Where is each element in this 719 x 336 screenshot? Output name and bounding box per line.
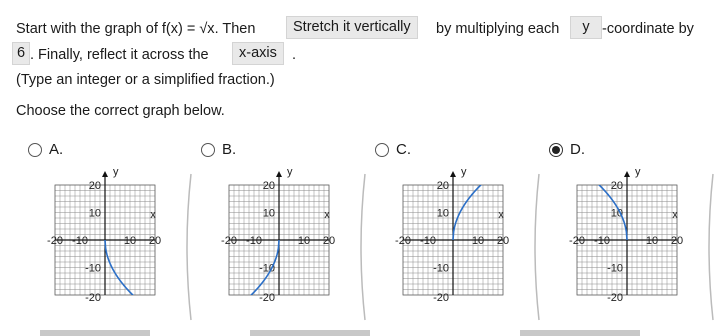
question-period: . bbox=[292, 47, 297, 63]
y-tick-label: 10 bbox=[436, 207, 449, 220]
y-tick-label: 20 bbox=[88, 180, 101, 192]
answer-transformation-value: Stretch it vertically bbox=[293, 19, 411, 35]
y-tick-label: -20 bbox=[433, 292, 449, 304]
answer-factor-value: 6 bbox=[17, 45, 26, 61]
footer-bar-1 bbox=[40, 330, 150, 336]
y-axis-arrow bbox=[102, 171, 108, 177]
radio-a[interactable] bbox=[28, 143, 42, 157]
radio-d[interactable] bbox=[549, 143, 563, 157]
magnify-icon-a[interactable] bbox=[182, 172, 192, 322]
radio-d-selected-dot bbox=[552, 146, 560, 154]
y-tick-label: 10 bbox=[610, 207, 623, 220]
answer-axis-box[interactable] bbox=[232, 42, 284, 65]
answer-coordinate-box[interactable] bbox=[570, 16, 602, 39]
x-tick-label: -20 bbox=[569, 235, 585, 247]
x-axis-label: x bbox=[498, 209, 504, 221]
x-tick-label: 10 bbox=[297, 235, 311, 247]
y-tick-label: -10 bbox=[259, 262, 275, 275]
footer-bar-3 bbox=[520, 330, 640, 336]
x-tick-label: -10 bbox=[72, 235, 88, 247]
y-axis-arrow bbox=[450, 171, 456, 177]
graph-svg bbox=[30, 160, 180, 336]
y-tick-label: 10 bbox=[262, 207, 275, 220]
y-tick-label: 10 bbox=[88, 207, 101, 220]
x-tick-label: 20 bbox=[322, 235, 336, 247]
choose-prompt: Choose the correct graph below. bbox=[16, 103, 225, 119]
x-tick-label: -20 bbox=[47, 235, 63, 247]
question-intro: Start with the graph of bbox=[16, 21, 158, 37]
y-axis-label: y bbox=[287, 166, 293, 178]
x-axis-label: x bbox=[150, 209, 156, 221]
option-c-label: C. bbox=[396, 141, 411, 158]
x-tick-label: -10 bbox=[246, 235, 262, 247]
footer-bar-2 bbox=[250, 330, 370, 336]
option-a[interactable] bbox=[28, 141, 63, 158]
y-tick-label: -10 bbox=[85, 262, 101, 275]
y-tick-label: -20 bbox=[607, 292, 623, 304]
question-coordinate-by: -coordinate by bbox=[602, 21, 694, 37]
graph-svg bbox=[378, 160, 528, 336]
y-axis-label: y bbox=[635, 166, 641, 178]
question-then: . Then bbox=[214, 21, 256, 37]
magnify-icon-d[interactable] bbox=[704, 172, 714, 322]
hint-text: (Type an integer or a simplified fraction.) bbox=[16, 72, 275, 88]
y-axis-label: y bbox=[461, 166, 467, 178]
x-tick-label: -10 bbox=[594, 235, 610, 247]
x-tick-label: 10 bbox=[123, 235, 137, 247]
magnify-icon-c[interactable] bbox=[530, 172, 540, 322]
question-multiply-text: by multiplying each bbox=[436, 21, 560, 37]
option-b[interactable] bbox=[201, 141, 236, 158]
graph-d bbox=[552, 160, 702, 336]
answer-coordinate-value: y bbox=[582, 19, 590, 35]
y-tick-label: -20 bbox=[259, 292, 275, 304]
function-expression: f(x) = √x bbox=[161, 21, 215, 37]
question-reflect-text: . Finally, reflect it across the bbox=[30, 47, 209, 63]
x-tick-label: 10 bbox=[645, 235, 659, 247]
y-tick-label: -10 bbox=[433, 262, 449, 275]
graph-c bbox=[378, 160, 528, 336]
graph-b bbox=[204, 160, 354, 336]
answer-transformation-box[interactable] bbox=[286, 16, 418, 39]
x-tick-label: 20 bbox=[670, 235, 684, 247]
x-tick-label: -20 bbox=[395, 235, 411, 247]
y-axis-arrow bbox=[276, 171, 282, 177]
x-tick-label: -20 bbox=[221, 235, 237, 247]
y-tick-label: -20 bbox=[85, 292, 101, 304]
magnify-icon-b[interactable] bbox=[356, 172, 366, 322]
answer-axis-value: x-axis bbox=[239, 45, 277, 61]
y-tick-label: 20 bbox=[610, 180, 623, 192]
radio-b[interactable] bbox=[201, 143, 215, 157]
graph-svg bbox=[204, 160, 354, 336]
option-d-label: D. bbox=[570, 141, 585, 158]
answer-factor-box[interactable] bbox=[12, 42, 30, 65]
question-line-1 bbox=[16, 21, 255, 37]
x-tick-label: 10 bbox=[471, 235, 485, 247]
radio-c[interactable] bbox=[375, 143, 389, 157]
x-tick-label: -10 bbox=[420, 235, 436, 247]
graph-a bbox=[30, 160, 180, 336]
option-d[interactable] bbox=[549, 141, 585, 158]
x-axis-label: x bbox=[672, 209, 678, 221]
x-tick-label: 20 bbox=[496, 235, 510, 247]
y-tick-label: 20 bbox=[436, 180, 449, 192]
y-axis-label: y bbox=[113, 166, 119, 178]
x-axis-label: x bbox=[324, 209, 330, 221]
option-c[interactable] bbox=[375, 141, 411, 158]
option-a-label: A. bbox=[49, 141, 64, 158]
y-axis-arrow bbox=[624, 171, 630, 177]
y-tick-label: -10 bbox=[607, 262, 623, 275]
y-tick-label: 20 bbox=[262, 180, 275, 192]
graph-svg bbox=[552, 160, 702, 336]
x-tick-label: 20 bbox=[148, 235, 162, 247]
option-b-label: B. bbox=[222, 141, 237, 158]
